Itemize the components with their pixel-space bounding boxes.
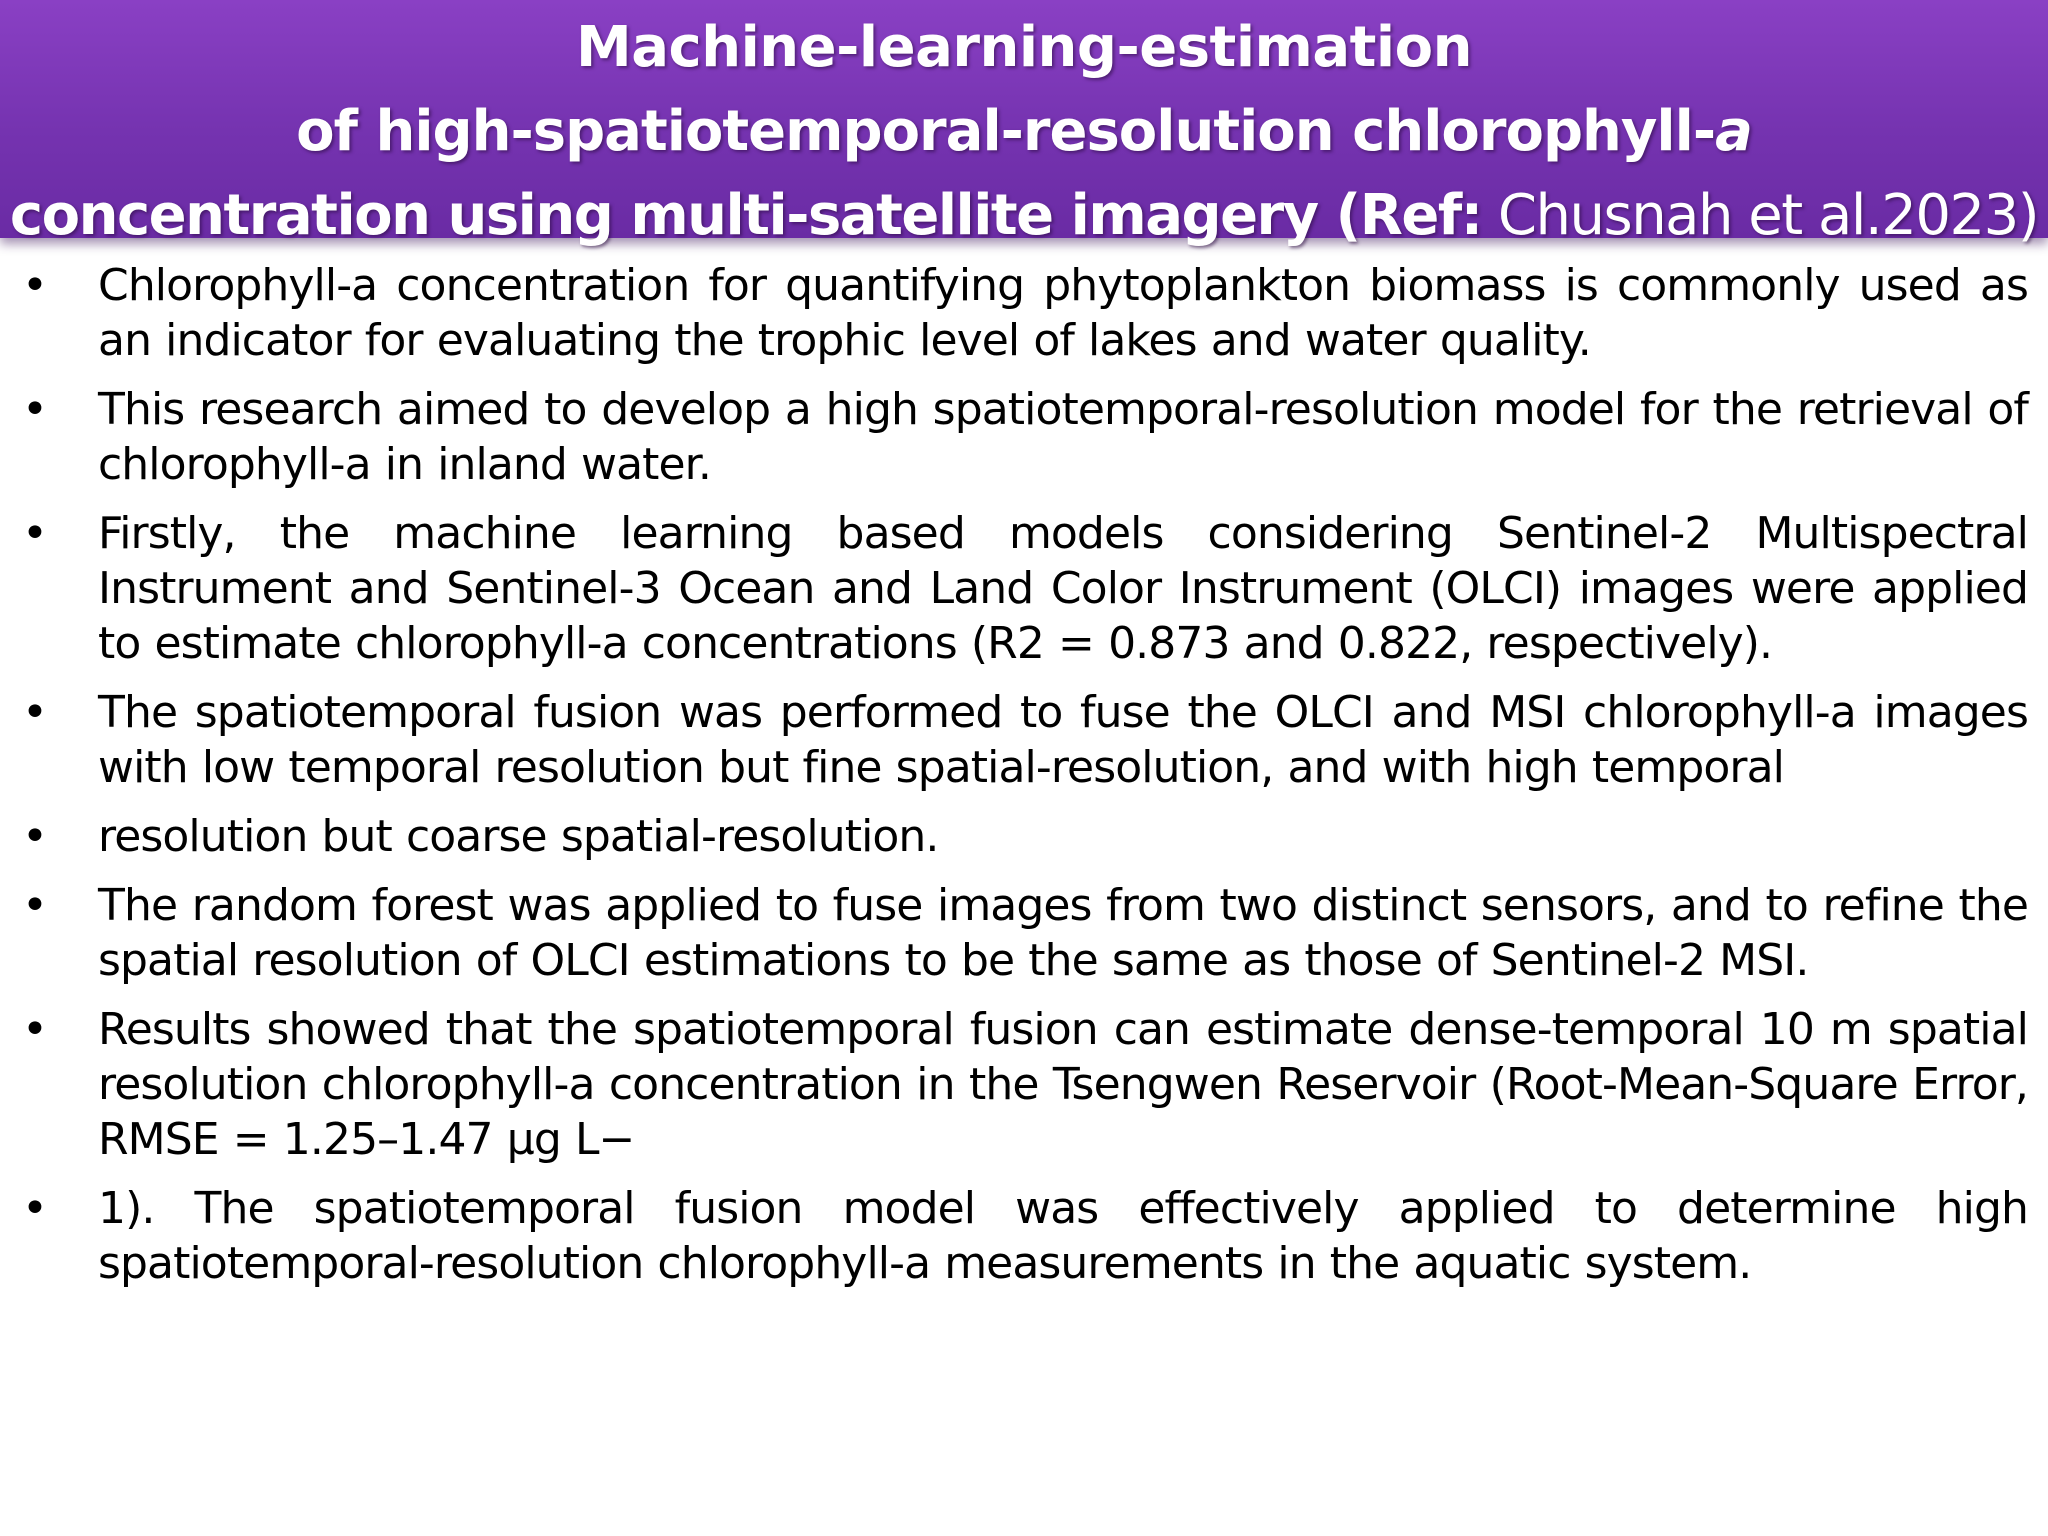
bullet-icon: • [22,880,48,931]
bullet-list [22,258,2028,1305]
bullet-item [22,685,2028,795]
title-line-2-text: of high-spatiotemporal-resolution chlorophyll- [296,99,1716,164]
bullet-text: resolution but coarse spatial-resolution. [98,811,939,862]
reference-year: 2023 [1881,183,2018,248]
bullet-text: Chlorophyll-a concentration for quantifying phytoplankton biomass is commonly used as an indicator for evaluating the trophic level of lakes and water quality. [98,260,2028,366]
bullet-icon: • [22,687,48,738]
bullet-text: Results showed that the spatiotemporal fusion can estimate dense-temporal 10 m spatial resolution chlorophyll-a concentration in the Tsengwen Reservoir (Root-Mean-Square Error, RMSE = 1.25–1.47 µg L− [98,1004,2028,1165]
bullet-text: This research aimed to develop a high spatiotemporal-resolution model for the retrieval of chlorophyll-a in inland water. [98,384,2028,490]
title-line-3-text: concentration using multi-satellite imagery (Ref: [9,183,1482,248]
bullet-item [22,258,2028,368]
bullet-item [22,878,2028,988]
bullet-text: Firstly, the machine learning based models considering Sentinel-2 Multispectral Instrument and Sentinel-3 Ocean and Land Color Instrument (OLCI) images were applied to estimate chlorophyll-a concentrations (R2 = 0.873 and 0.822, respectively). [98,508,2028,669]
bullet-icon: • [22,508,48,559]
bullet-item [22,1181,2028,1291]
bullet-item [22,382,2028,492]
bullet-item [22,809,2028,864]
bullet-icon: • [22,1183,48,1234]
title-italic-a: a [1715,99,1752,164]
title-line-3 [0,174,2048,258]
reference-close-paren: ) [2017,183,2039,248]
title-banner [0,0,2048,248]
bullet-icon: • [22,811,48,862]
bullet-item [22,506,2028,671]
bullet-icon: • [22,260,48,311]
bullet-text: The random forest was applied to fuse images from two distinct sensors, and to refine the spatial resolution of OLCI estimations to be the same as those of Sentinel-2 MSI. [98,880,2028,986]
bullet-icon: • [22,1004,48,1055]
reference-et-al: et al. [1748,183,1882,248]
title-line-2 [0,90,2048,174]
title-line-1 [0,6,2048,90]
bullet-icon: • [22,384,48,435]
bullet-text: The spatiotemporal fusion was performed to fuse the OLCI and MSI chlorophyll-a images with low temporal resolution but fine spatial-resolution, and with high temporal [98,687,2028,793]
reference-author: Chusnah [1481,183,1749,248]
title-line-1-text: Machine-learning-estimation [576,15,1472,80]
bullet-item [22,1002,2028,1167]
bullet-text: 1). The spatiotemporal fusion model was effectively applied to determine high spatiotemporal-resolution chlorophyll-a measurements in the aquatic system. [98,1183,2028,1289]
